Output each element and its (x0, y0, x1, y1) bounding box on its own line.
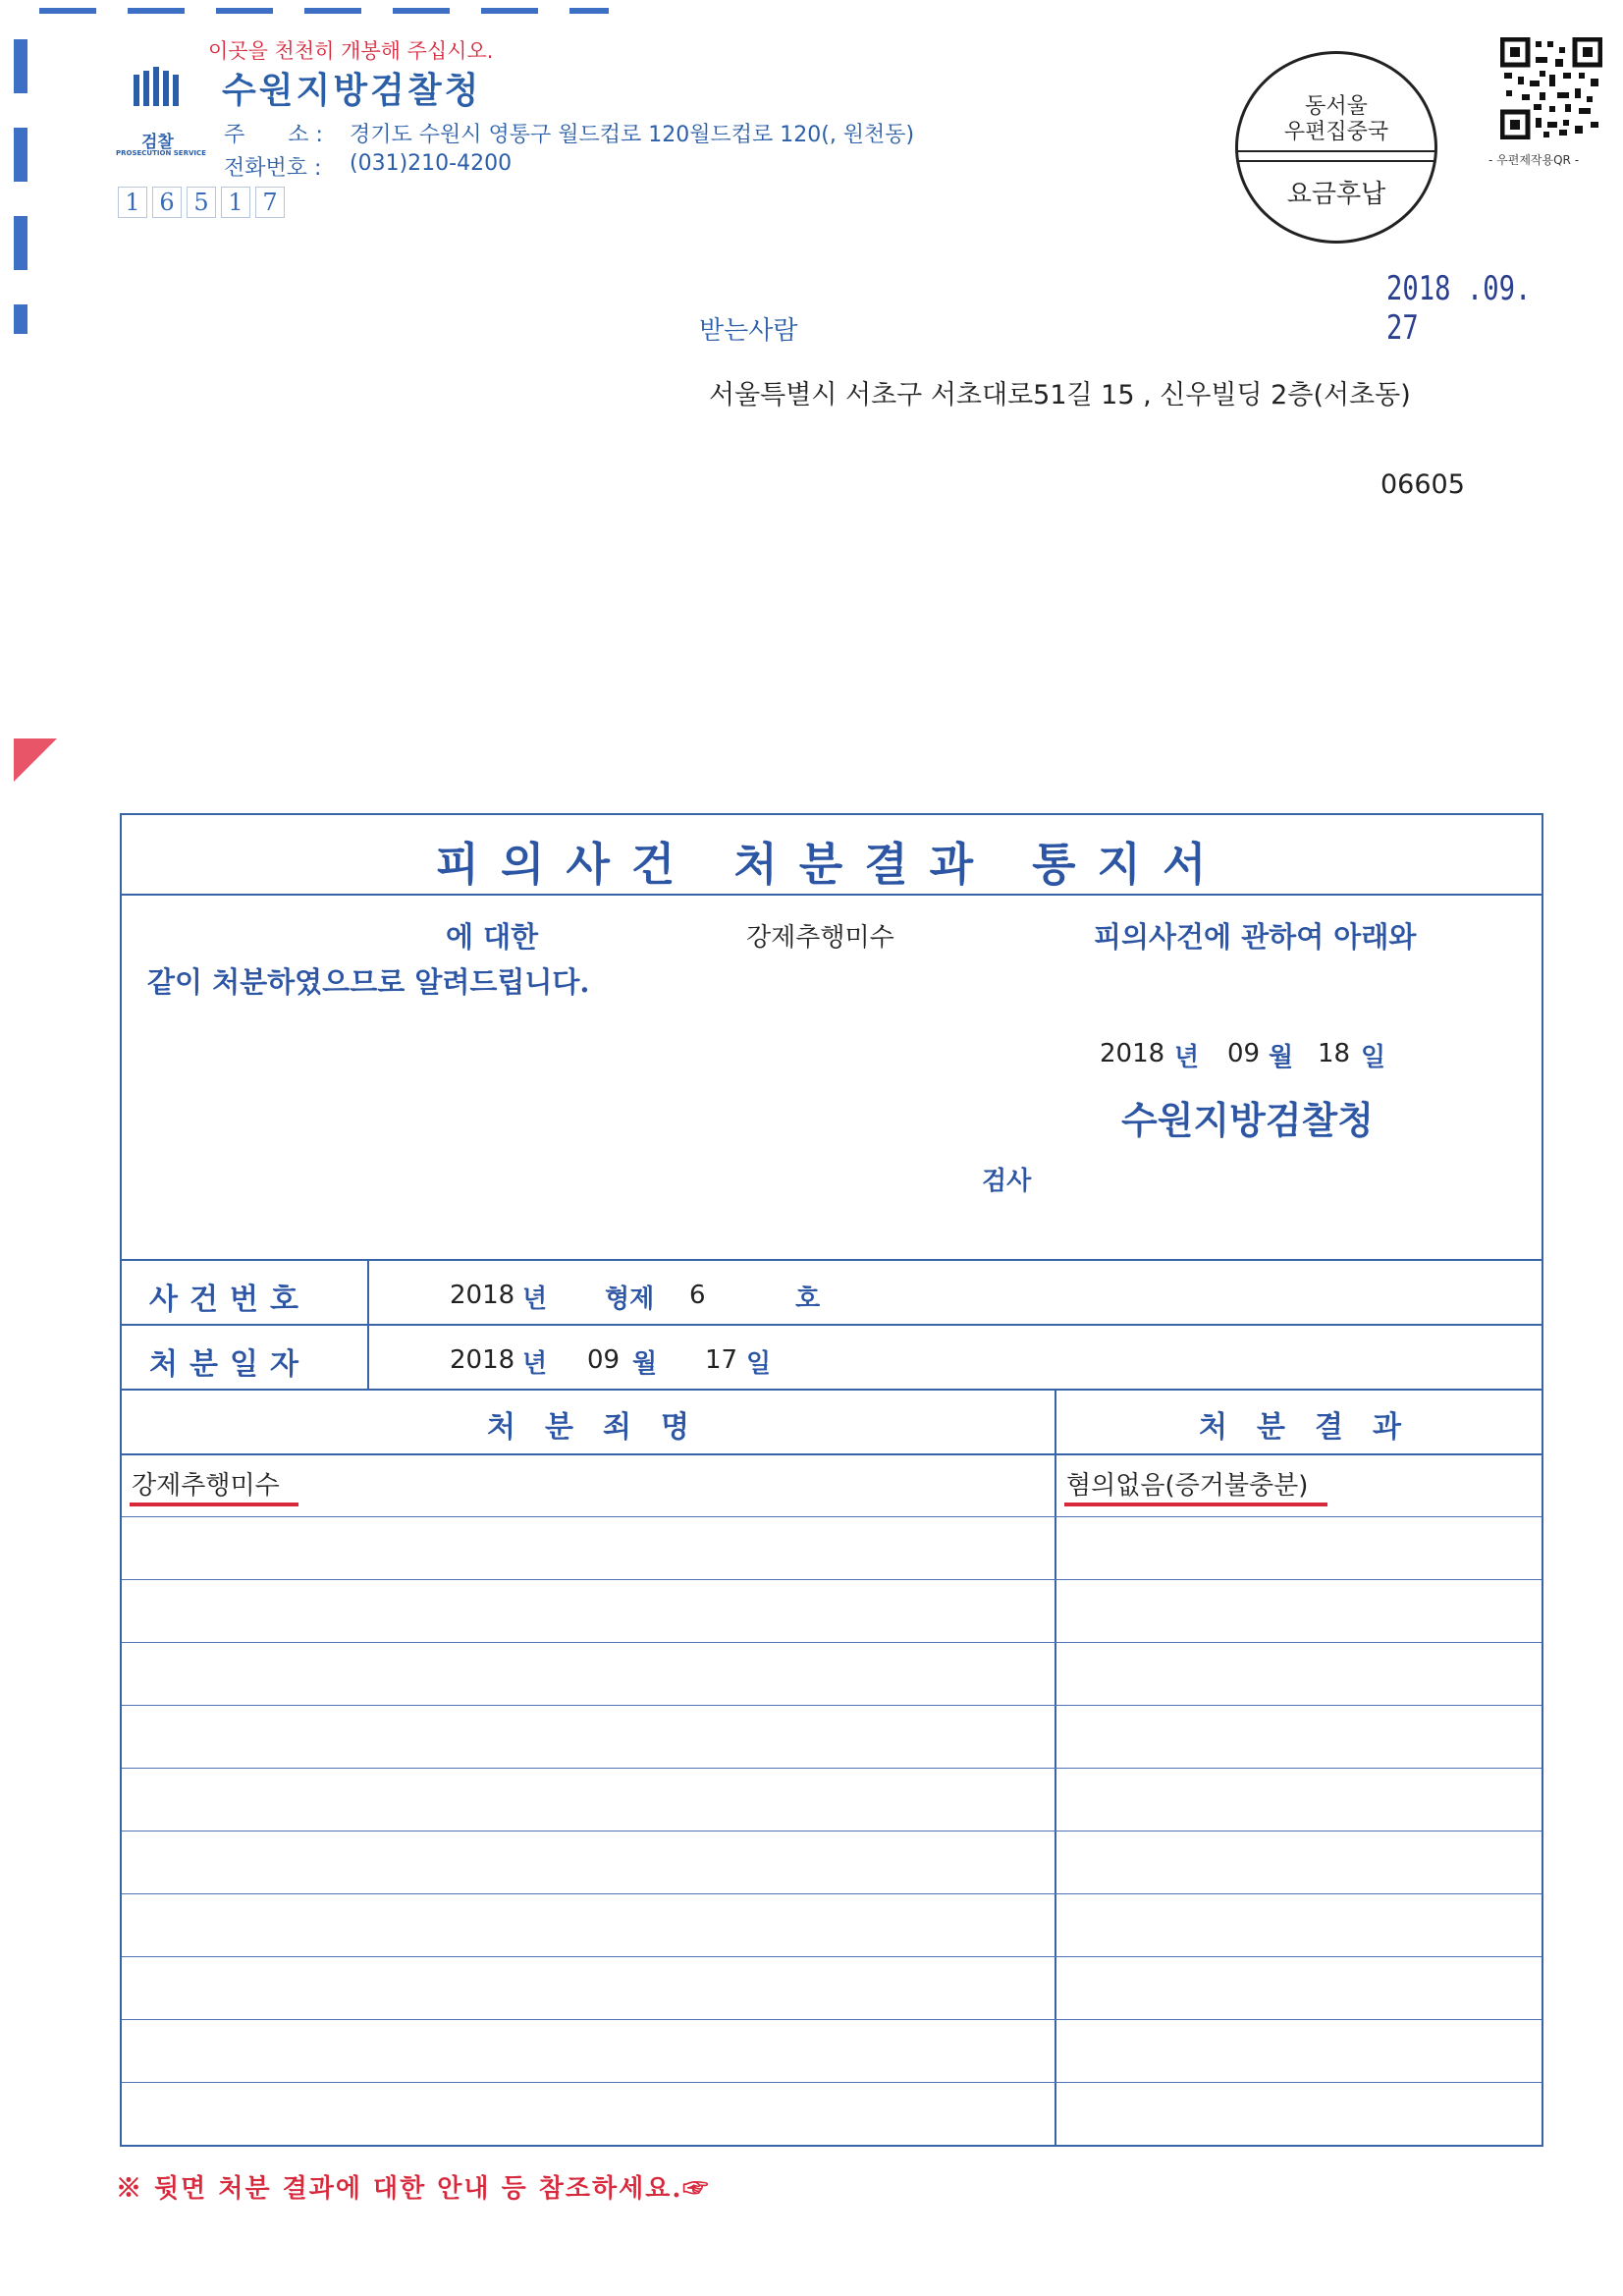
about-label: 에 대한 (446, 920, 539, 954)
case-year: 2018 (450, 1281, 515, 1310)
phone-value: (031)210-4200 (350, 151, 513, 176)
postmark-line2: 우편집중국 (1283, 120, 1389, 144)
notice-year: 2018 (1100, 1039, 1165, 1068)
row-result: 혐의없음(증거불충분) (1066, 1471, 1309, 1501)
postal-digit: 1 (221, 187, 250, 218)
intro-right: 피의사건에 관하여 아래와 (1094, 920, 1417, 954)
disposition-year-unit: 년 (522, 1349, 548, 1379)
disposition-notice-form (120, 813, 1543, 2147)
phone-label: 전화번호 : (224, 156, 322, 181)
logo-text: 검찰 (141, 133, 174, 152)
open-notice: 이곳을 천천히 개봉해 주십시오. (208, 39, 494, 63)
case-number: 6 (689, 1281, 706, 1310)
disposition-month: 09 (587, 1345, 621, 1375)
postal-code-boxes (118, 187, 290, 218)
crime-header: 강제추행미수 (746, 923, 894, 953)
column-header-crime: 처 분 죄 명 (487, 1410, 689, 1445)
postmark-line1: 동서울 (1305, 94, 1368, 119)
case-number-label: 사건번호 (149, 1283, 310, 1317)
notice-day: 18 (1318, 1039, 1351, 1068)
notice-title: 피의사건 처분결과 통지서 (435, 838, 1228, 891)
disposition-day-unit: 일 (746, 1349, 772, 1379)
logo-subtext: PROSECUTION SERVICE (116, 149, 206, 157)
case-suffix: 호 (795, 1285, 821, 1314)
postal-digit: 1 (118, 187, 147, 218)
address-value: 경기도 수원시 영통구 월드컵로 120월드컵로 120(, 원천동) (350, 123, 915, 147)
disposition-month-unit: 월 (632, 1349, 658, 1379)
qr-code-icon (1500, 37, 1602, 139)
postal-digit: 7 (255, 187, 285, 218)
postmark-fee: 요금후납 (1286, 180, 1386, 209)
row-crime: 강제추행미수 (132, 1471, 280, 1501)
footer-note: ※ 뒷면 처분 결과에 대한 안내 등 참조하세요.☞ (116, 2174, 711, 2204)
notice-month: 09 (1227, 1039, 1261, 1068)
column-header-result: 처 분 결 과 (1199, 1410, 1401, 1445)
disposition-year: 2018 (450, 1345, 515, 1375)
postmark-stamp (1235, 51, 1437, 244)
date-stamp: 2018 .09. 27 (1386, 269, 1532, 348)
recipient-postcode: 06605 (1380, 469, 1465, 500)
disposition-date-label: 처분일자 (149, 1347, 310, 1382)
prosecution-logo (122, 63, 194, 122)
notice-month-unit: 월 (1269, 1043, 1294, 1072)
notice-office: 수원지방검찰청 (1121, 1099, 1374, 1142)
case-year-unit: 년 (522, 1285, 548, 1314)
qr-caption: - 우편제작용QR - (1488, 153, 1580, 167)
prosecutor-label: 검사 (982, 1167, 1032, 1196)
postal-digit: 6 (152, 187, 182, 218)
postal-digit: 5 (187, 187, 216, 218)
notice-day-unit: 일 (1361, 1043, 1386, 1072)
disposition-day: 17 (705, 1345, 738, 1375)
intro-second: 같이 처분하였으므로 알려드립니다. (147, 965, 590, 999)
qr-code (1500, 37, 1602, 139)
envelope-corner-triangle (14, 738, 57, 782)
sender-name: 수원지방검찰청 (222, 71, 482, 111)
prosecution-logo-icon (122, 63, 194, 122)
airmail-stripe-left (14, 39, 27, 334)
recipient-address: 서울특별시 서초구 서초대로51길 15 , 신우빌딩 2층(서초동) (709, 380, 1411, 410)
notice-year-unit: 년 (1174, 1043, 1200, 1072)
recipient-label: 받는사람 (699, 316, 798, 346)
airmail-stripe-top (39, 8, 609, 14)
case-type: 형제 (605, 1285, 655, 1314)
address-label: 주 소 : (224, 123, 323, 147)
